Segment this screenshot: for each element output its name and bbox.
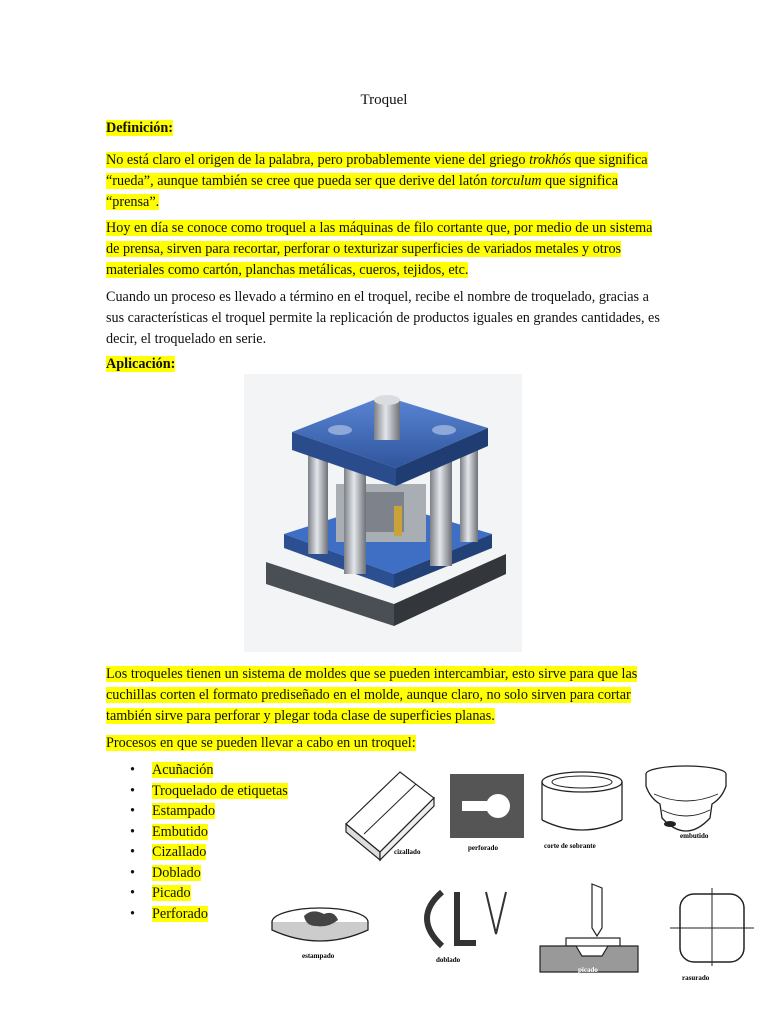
- diagram-cizallado: [342, 768, 438, 864]
- svg-text:cizallado: cizallado: [394, 848, 421, 856]
- list-item: • Cizallado: [130, 844, 207, 860]
- diagram-embutido: [640, 764, 732, 856]
- svg-text:estampado: estampado: [302, 952, 335, 960]
- list-item: • Perforado: [130, 905, 208, 922]
- paragraph-procesos: Procesos en que se pueden llevar a cabo en un troquel:: [106, 735, 416, 751]
- svg-text:picado: picado: [578, 966, 598, 974]
- svg-text:corte de sobrante: corte de sobrante: [544, 842, 596, 850]
- list-item: • Embutido: [130, 823, 208, 840]
- svg-text:doblado: doblado: [436, 956, 461, 964]
- list-item: • Estampado: [130, 803, 216, 819]
- list-item: • Acuñación: [130, 762, 214, 778]
- heading-definicion: Definición:: [106, 120, 173, 136]
- diagram-corte-sobrante: [536, 768, 628, 854]
- paragraph-moldes: Los troqueles tienen un sistema de moldes que se pueden intercambiar, esto sirve para que las cuchillas corten el formato prediseñado en el molde, aunque claro, no solo sirven para cortar también sirve para perforar y plegar toda clase de superficies planas.: [106, 666, 638, 724]
- page-title: Troquel: [360, 92, 408, 108]
- process-list: [128, 760, 288, 924]
- svg-text:embutido: embutido: [680, 832, 709, 840]
- svg-text:rasurado: rasurado: [682, 974, 710, 982]
- diagram-rasurado: [668, 888, 756, 984]
- diagram-perforado: [448, 772, 528, 856]
- diagram-doblado: [406, 888, 522, 968]
- list-item: • Troquelado de etiquetas: [130, 782, 288, 799]
- paragraph-troquelado: Cuando un proceso es llevado a término en el troquel, recibe el nombre de troquelado, gracias a sus características el troquel permite la replicación de productos iguales en grandes cantidades, es decir, el troquelado en serie.: [106, 289, 660, 347]
- svg-text:perforado: perforado: [468, 844, 498, 852]
- diagram-picado: [536, 882, 642, 978]
- heading-aplicacion: Aplicación:: [106, 356, 176, 372]
- diagram-estampado: [268, 896, 374, 962]
- die-set-photo: [244, 374, 522, 652]
- list-item: • Picado: [130, 885, 191, 901]
- paragraph-origin: No está claro el origen de la palabra, pero probablemente viene del griego trokhós que significa “rueda”, aunque también se cree que pueda ser que derive del latón torculum que significa “prensa”.: [106, 152, 648, 210]
- paragraph-definition: Hoy en día se conoce como troquel a las máquinas de filo cortante que, por medio de un sistema de prensa, sirven para recortar, perforar o texturizar superficies de variados metales y otros materiales como cartón, planchas metálicas, cueros, tejidos, etc.: [106, 220, 653, 278]
- list-item: • Doblado: [130, 864, 201, 881]
